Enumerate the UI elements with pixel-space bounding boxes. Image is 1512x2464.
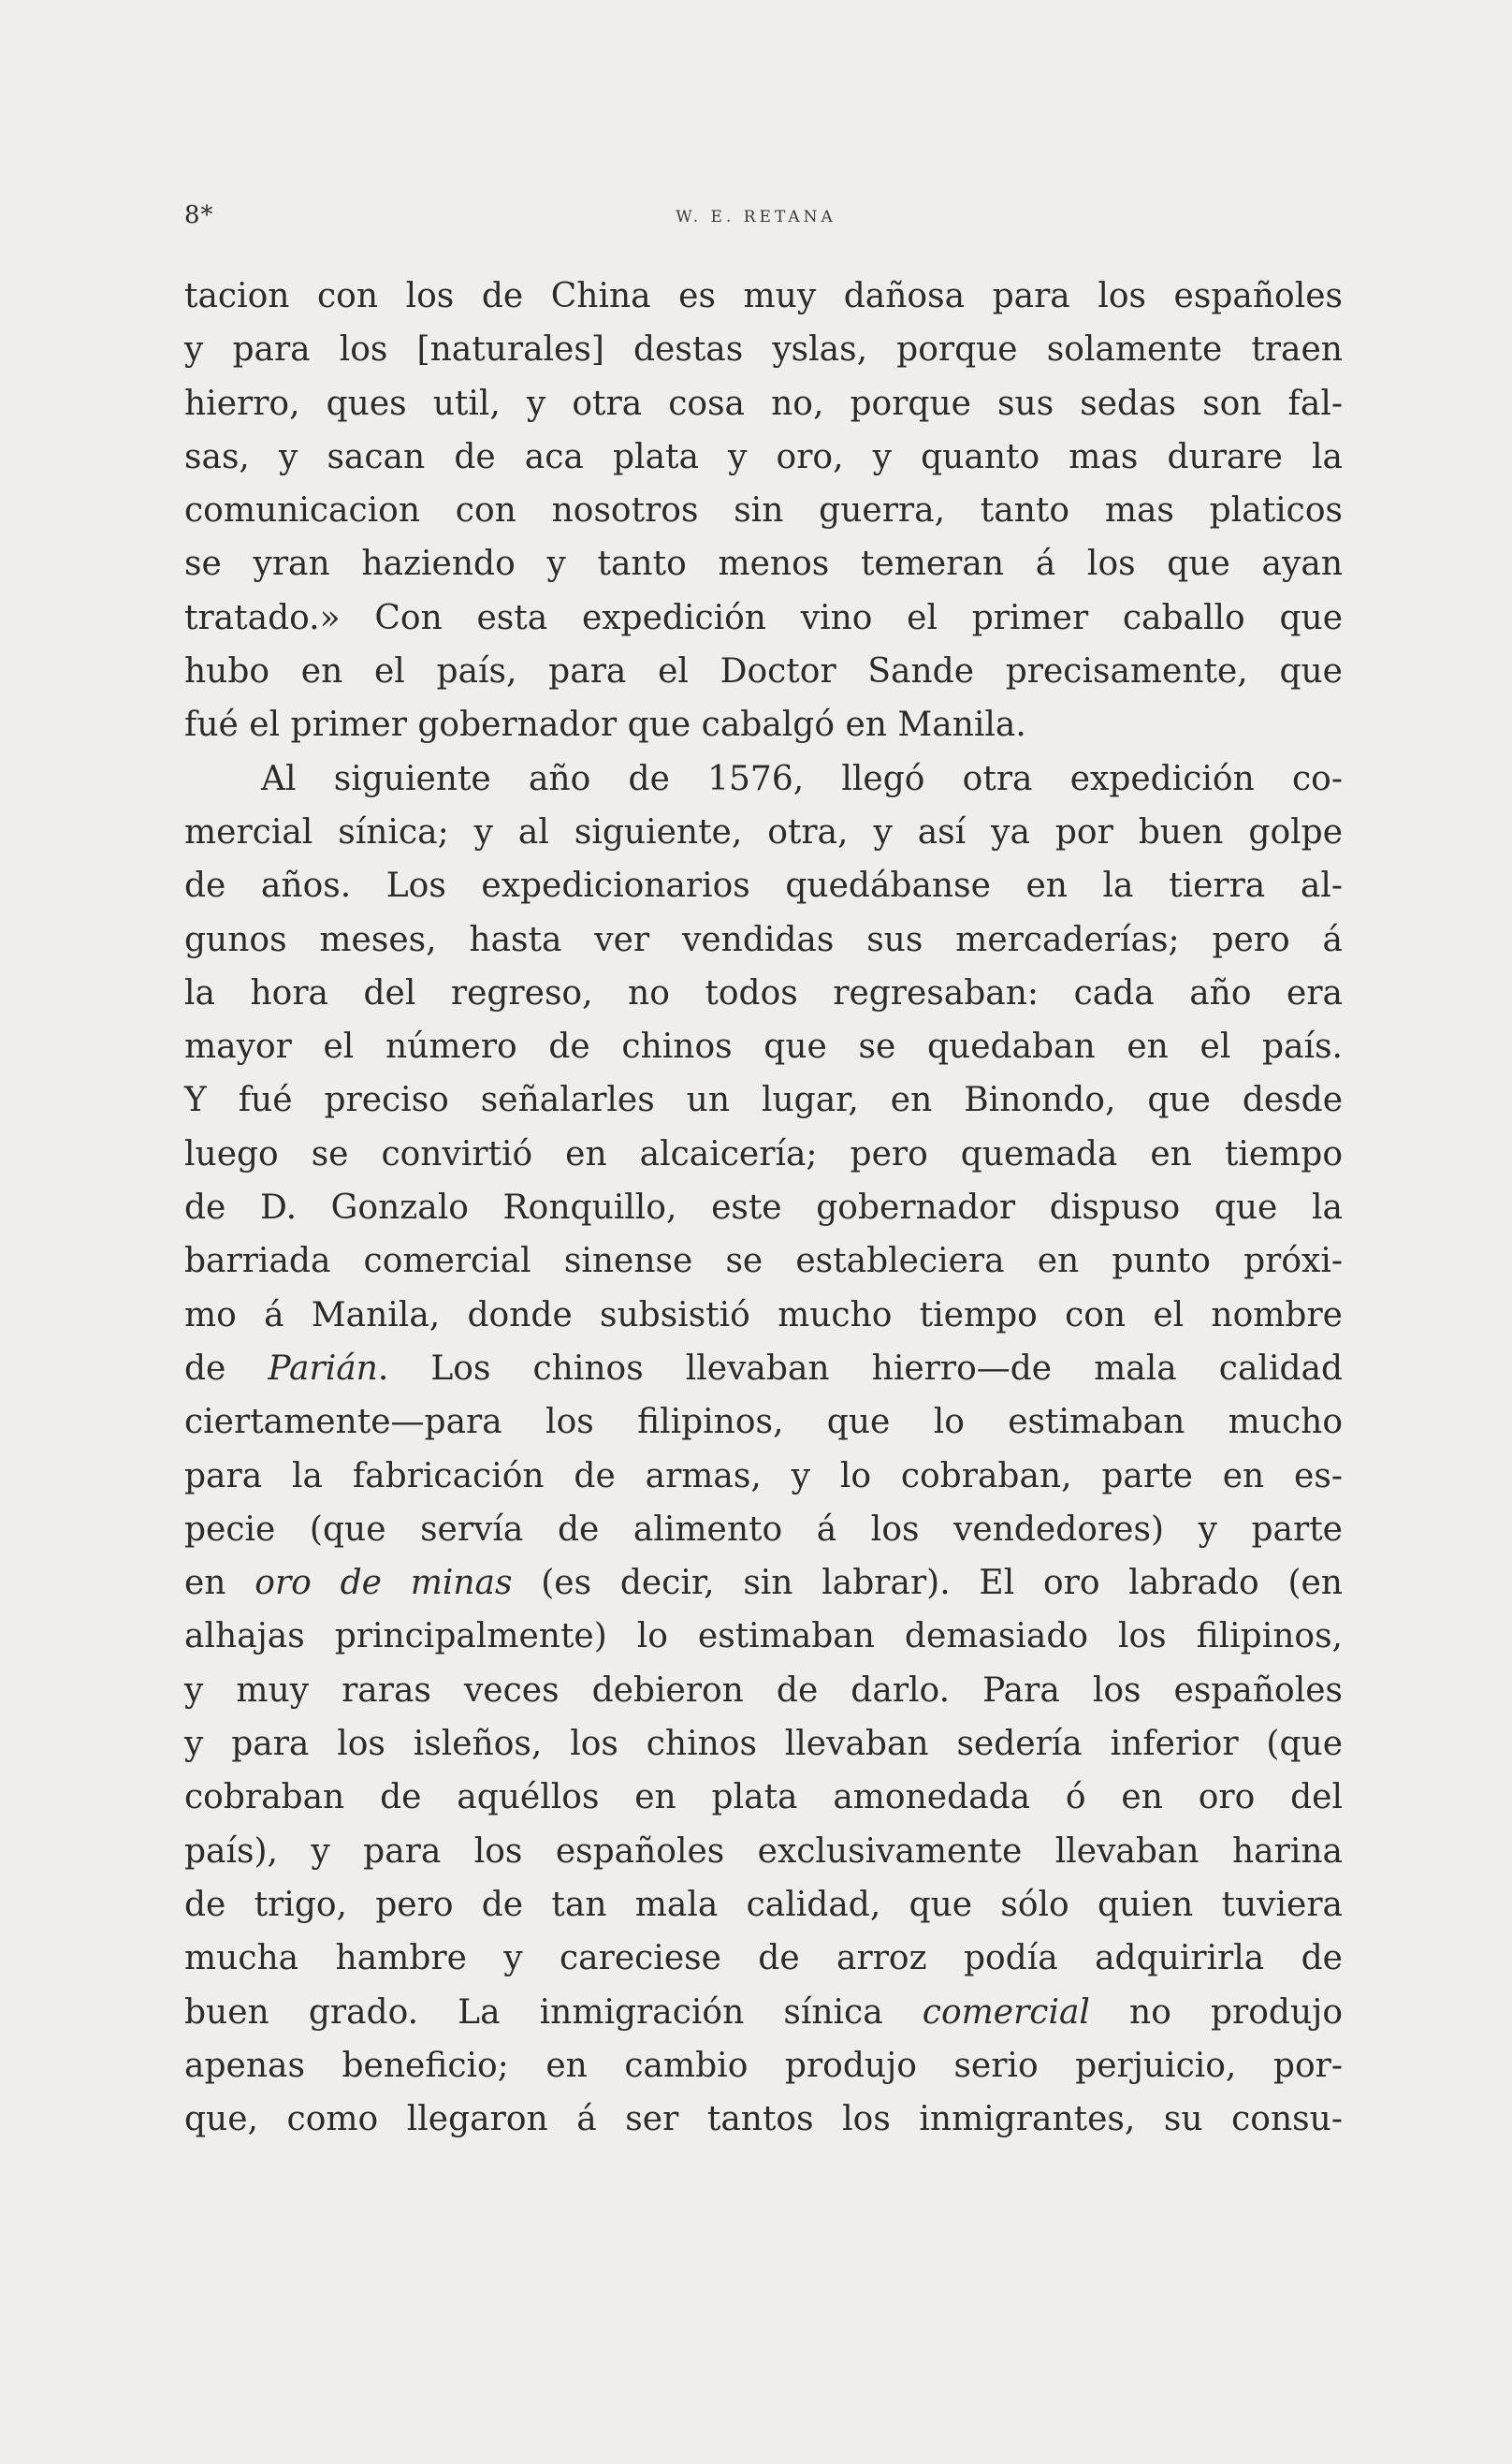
- text-line: Al siguiente año de 1576, llegó otra expedición co-: [261, 759, 1343, 798]
- running-head: W. E. RETANA: [676, 208, 836, 226]
- text-line: tacion con los de China es muy dañosa para los españoles: [184, 277, 1343, 315]
- text-line: gunos meses, hasta ver vendidas sus mercaderías; pero á: [184, 920, 1343, 959]
- text-line: tratado.» Con esta expedición vino el primer caballo que: [184, 598, 1343, 637]
- text-line: de años. Los expedicionarios quedábanse en la tierra al-: [184, 867, 1343, 906]
- text-line: mercial sínica; y al siguiente, otra, y así ya por buen golpe: [184, 812, 1343, 852]
- text-line: mucha hambre y careciese de arroz podía adquirirla de: [184, 1939, 1343, 1978]
- italic-term: comercial: [922, 1992, 1090, 2032]
- text-line: y muy raras veces debieron de darlo. Para los españoles: [184, 1670, 1343, 1710]
- text-line: de trigo, pero de tan mala calidad, que sólo quien tuviera: [184, 1885, 1343, 1924]
- text-line: mo á Manila, donde subsistió mucho tiempo con el nombre: [184, 1295, 1343, 1334]
- text-line: pecie (que servía de alimento á los vendedores) y parte: [184, 1509, 1343, 1549]
- text-line: para la fabricación de armas, y lo cobraban, parte en es-: [184, 1456, 1343, 1495]
- body-text: [184, 270, 1343, 2146]
- text-line: y para los [naturales] destas yslas, porque solamente traen: [184, 330, 1343, 370]
- text-line: barriada comercial sinense se estableciera en punto próxi-: [184, 1242, 1343, 1281]
- text-line: la hora del regreso, no todos regresaban: cada año era: [184, 973, 1343, 1013]
- text-line: y para los isleños, los chinos llevaban sedería inferior (que: [184, 1725, 1343, 1764]
- italic-term: oro de minas: [254, 1564, 513, 1603]
- text-line: comunicacion con nosotros sin guerra, tanto mas platicos: [184, 491, 1343, 531]
- text-line: alhajas principalmente) lo estimaban demasiado los filipinos,: [184, 1617, 1343, 1656]
- italic-term: Parián: [268, 1349, 378, 1388]
- text-line: mayor el número de chinos que se quedaban en el país.: [184, 1028, 1343, 1067]
- text-line: en oro de minas (es decir, sin labrar). El oro labrado (en: [184, 1564, 1343, 1603]
- text-line: apenas beneficio; en cambio produjo serio perjuicio, por-: [184, 2046, 1343, 2085]
- text-line: de Parián. Los chinos llevaban hierro—de mala calidad: [184, 1349, 1344, 1388]
- text-line: luego se convirtió en alcaicería; pero quemada en tiempo: [184, 1134, 1343, 1174]
- text-line: buen grado. La inmigración sínica comercial no produjo: [184, 1992, 1344, 2032]
- text-line: país), y para los españoles exclusivamente llevaban harina: [184, 1831, 1343, 1871]
- text-line: hierro, ques util, y otra cosa no, porque sus sedas son fal-: [184, 384, 1343, 423]
- text-line: se yran haziendo y tanto menos temeran á los que ayan: [184, 545, 1343, 584]
- page-number: 8*: [184, 201, 214, 229]
- text-line: de D. Gonzalo Ronquillo, este gobernador dispuso que la: [184, 1188, 1343, 1228]
- text-line: sas, y sacan de aca plata y oro, y quanto mas durare la: [184, 437, 1343, 476]
- text-line: cobraban de aquéllos en plata amonedada ó en oro del: [184, 1778, 1343, 1817]
- text-line: hubo en el país, para el Doctor Sande precisamente, que: [184, 652, 1343, 692]
- text-line: ciertamente—para los filipinos, que lo estimaban mucho: [184, 1403, 1343, 1442]
- text-line: fué el primer gobernador que cabalgó en Manila.: [184, 706, 1026, 745]
- text-line: Y fué preciso señalarles un lugar, en Binondo, que desde: [184, 1081, 1343, 1120]
- text-line: que, como llegaron á ser tantos los inmigrantes, su consu-: [184, 2100, 1343, 2139]
